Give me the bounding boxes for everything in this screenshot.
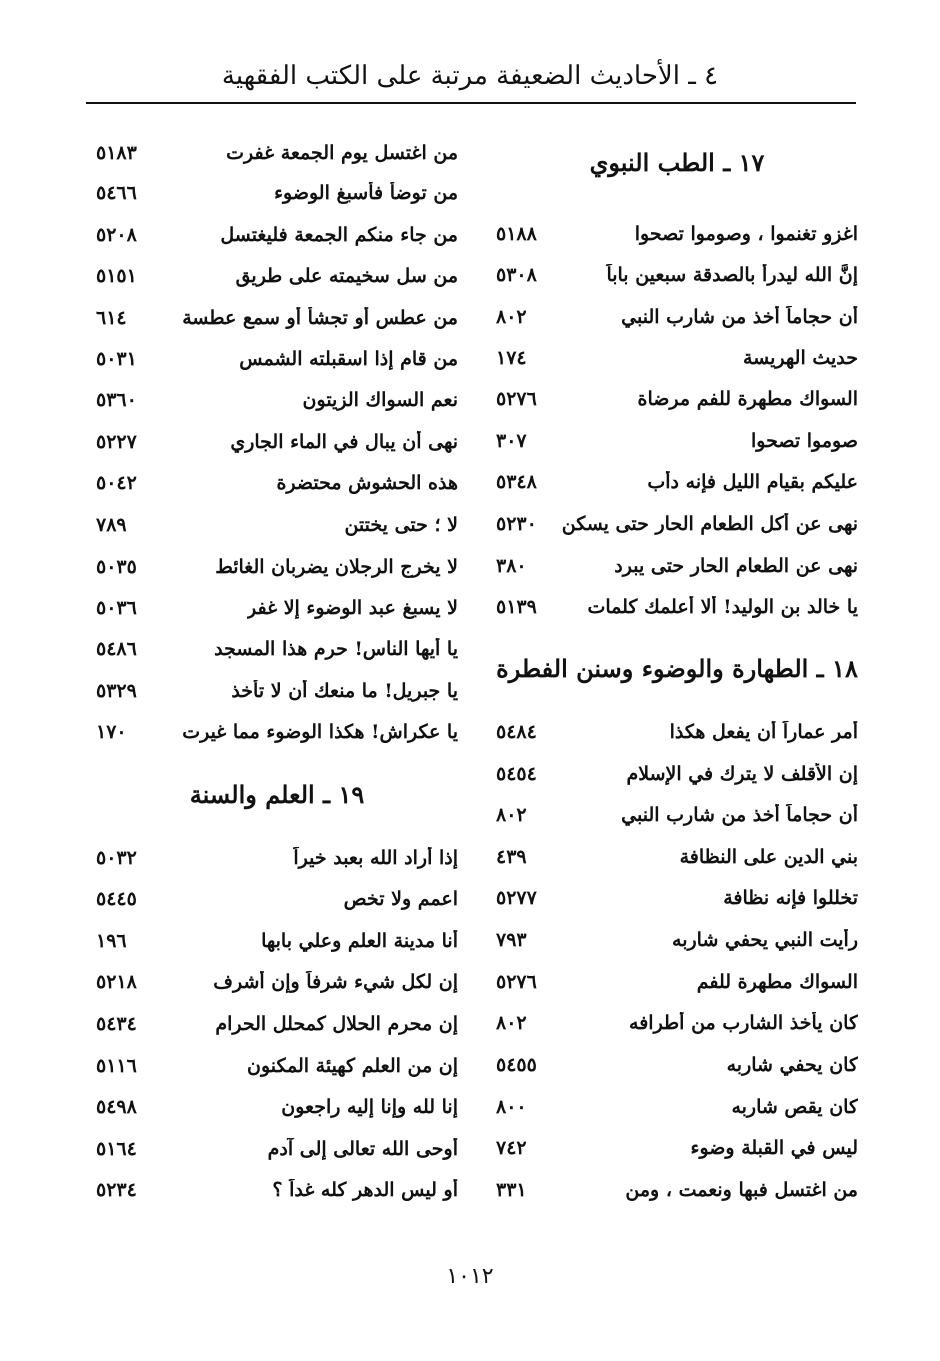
entry-text: نهى عن أكل الطعام الحار حتى يسكن — [561, 513, 858, 535]
list-item — [96, 424, 458, 460]
entry-number: ٥٠٣٢ — [96, 847, 137, 869]
entry-number: ٥٤٤٥ — [96, 888, 137, 910]
entry-number: ٥٢٧٦ — [496, 971, 537, 993]
entry-text: من اغتسل فبها ونعمت ، ومن — [625, 1179, 858, 1201]
entry-number: ٥٣٦٠ — [96, 389, 137, 411]
entry-number: ٥٠٣٦ — [96, 597, 137, 619]
entry-text: من قام إذا اسقبلته الشمس — [239, 348, 458, 370]
list-item — [96, 135, 458, 171]
entry-number: ٥٢٠٨ — [96, 224, 137, 246]
list-item — [496, 423, 858, 459]
entry-number: ٨٠٢ — [496, 1012, 527, 1034]
list-item — [496, 1089, 858, 1125]
list-item — [496, 381, 858, 417]
entry-text: أن حجاماً أخذ من شارب النبي — [621, 306, 858, 328]
entry-number: ٥٠٣١ — [96, 348, 137, 370]
entry-number: ٥٣٤٨ — [496, 471, 537, 493]
entry-text: يا أيها الناس! حرم هذا المسجد — [214, 638, 458, 660]
entry-number: ٥٤٥٤ — [496, 763, 537, 785]
entry-number: ٦١٤ — [96, 307, 127, 329]
entry-number: ١٧٠ — [96, 721, 127, 743]
list-item — [496, 1130, 858, 1166]
list-item — [96, 300, 458, 336]
list-item — [96, 507, 458, 543]
entry-number: ٥٢٢٧ — [96, 431, 137, 453]
entry-number: ٥١٨٣ — [96, 142, 137, 164]
entry-text: السواك مطهرة للفم مرضاة — [637, 388, 858, 410]
list-item — [496, 714, 858, 750]
entry-text: أوحى الله تعالى إلى آدم — [267, 1138, 458, 1160]
section-heading-19: ١٩ ـ العلم والسنة — [189, 780, 365, 809]
list-item — [496, 464, 858, 500]
entry-number: ٥٤٣٤ — [96, 1013, 137, 1035]
entry-text: من سل سخيمته على طريق — [235, 265, 458, 287]
list-item — [496, 1172, 858, 1208]
list-item — [96, 217, 458, 253]
list-item — [96, 1131, 458, 1167]
entry-text: رأيت النبي يحفي شاربه — [672, 929, 858, 951]
entry-number: ٣٠٧ — [496, 430, 527, 452]
list-item — [96, 549, 458, 585]
entry-number: ٨٠٠ — [496, 1096, 527, 1118]
entry-text: إن من العلم كهيئة المكنون — [246, 1055, 458, 1077]
entry-text: السواك مطهرة للفم — [696, 971, 858, 993]
list-item — [96, 1172, 458, 1208]
list-item — [496, 548, 858, 584]
list-item — [496, 589, 858, 625]
entry-number: ٤٣٩ — [496, 846, 527, 868]
page-header-title: ٤ ـ الأحاديث الضعيفة مرتبة على الكتب الفقهية — [221, 61, 719, 91]
header-divider — [86, 102, 856, 104]
entry-number: ٧٤٢ — [496, 1137, 527, 1159]
entry-text: من عطس أو تجشأ أو سمع عطسة — [182, 307, 458, 329]
entry-text: إن لكل شيء شرفاً وإن أشرف — [213, 971, 458, 993]
entry-number: ٥١١٦ — [96, 1055, 137, 1077]
entry-text: يا عكراش! هكذا الوضوء مما غيرت — [182, 721, 458, 743]
entry-text: لا يخرج الرجلان يضربان الغائط — [215, 556, 458, 578]
section-heading-17: ١٧ ـ الطب النبوي — [589, 148, 765, 177]
entry-number: ٥٤٨٤ — [496, 721, 537, 743]
entry-text: لا ؛ حتى يختتن — [344, 514, 458, 536]
entry-number: ٥٤٦٦ — [96, 182, 137, 204]
entry-text: أمر عماراً أن يفعل هكذا — [669, 721, 858, 743]
entry-number: ٥٢٣٤ — [96, 1179, 137, 1201]
entry-number: ٣٨٠ — [496, 555, 527, 577]
list-item — [496, 216, 858, 252]
entry-text: أن حجاماً أخذ من شارب النبي — [621, 804, 858, 826]
list-item — [96, 631, 458, 667]
entry-text: من اغتسل يوم الجمعة غفرت — [226, 142, 458, 164]
list-item — [496, 299, 858, 335]
entry-number: ٥٤٨٦ — [96, 638, 137, 660]
entry-text: يا جبريل! ما منعك أن لا تأخذ — [231, 680, 458, 702]
list-item — [96, 840, 458, 876]
entry-text: اغزو تغنموا ، وصوموا تصحوا — [634, 223, 858, 245]
entry-number: ٥٢٧٧ — [496, 887, 537, 909]
entry-number: ٧٩٣ — [496, 929, 527, 951]
entry-text: من توضأ فأسبغ الوضوء — [274, 182, 458, 204]
entry-number: ٥٤٥٥ — [496, 1054, 537, 1076]
entry-text: اعمم ولا تخص — [343, 888, 458, 910]
entry-text: عليكم بقيام الليل فإنه دأب — [647, 471, 858, 493]
entry-number: ٥١٣٩ — [496, 596, 537, 618]
entry-text: أنا مدينة العلم وعلي بابها — [261, 930, 458, 952]
list-item — [96, 465, 458, 501]
entry-number: ٥١٨٨ — [496, 223, 537, 245]
entry-text: إذا أراد الله بعبد خيراً — [293, 847, 458, 869]
list-item — [96, 175, 458, 211]
entry-text: لا يسبغ عبد الوضوء إلا غفر — [247, 597, 458, 619]
entry-number: ٥٣٢٩ — [96, 680, 137, 702]
entry-number: ٨٠٢ — [496, 306, 527, 328]
entry-text: كان يحفي شاربه — [726, 1054, 858, 1076]
entry-number: ١٩٦ — [96, 930, 127, 952]
list-item — [496, 797, 858, 833]
list-item — [496, 756, 858, 792]
entry-text: إنا لله وإنا إليه راجعون — [281, 1096, 458, 1118]
list-item — [96, 881, 458, 917]
entry-text: إن الأقلف لا يترك في الإسلام — [626, 763, 858, 785]
entry-text: ليس في القبلة وضوء — [690, 1137, 858, 1159]
list-item — [496, 964, 858, 1000]
list-item — [96, 1048, 458, 1084]
entry-number: ٥٢١٨ — [96, 971, 137, 993]
list-item — [496, 257, 858, 293]
entry-text: إن محرم الحلال كمحلل الحرام — [215, 1013, 458, 1035]
entry-text: نهى أن يبال في الماء الجاري — [230, 431, 458, 453]
entry-number: ٥٤٩٨ — [96, 1096, 137, 1118]
entry-number: ٣٣١ — [496, 1179, 527, 1201]
list-item — [96, 673, 458, 709]
list-item — [496, 340, 858, 376]
entry-text: كان يأخذ الشارب من أطرافه — [629, 1012, 858, 1034]
list-item — [96, 964, 458, 1000]
list-item — [496, 839, 858, 875]
list-item — [96, 258, 458, 294]
list-item — [96, 341, 458, 377]
list-item — [96, 1006, 458, 1042]
entry-text: بني الدين على النظافة — [679, 846, 858, 868]
list-item — [96, 714, 458, 750]
entry-text: يا خالد بن الوليد! ألا أعلمك كلمات — [587, 596, 858, 618]
list-item — [496, 880, 858, 916]
entry-text: حديث الهريسة — [742, 347, 858, 369]
entry-number: ٥١٦٤ — [96, 1138, 137, 1160]
entry-number: ٥٢٧٦ — [496, 388, 537, 410]
section-heading-18: ١٨ ـ الطهارة والوضوء وسنن الفطرة — [496, 654, 858, 683]
list-item — [96, 590, 458, 626]
page-number: ١٠١٢ — [446, 1264, 494, 1289]
list-item — [96, 382, 458, 418]
entry-text: صوموا تصحوا — [751, 430, 858, 452]
list-item — [96, 923, 458, 959]
list-item — [496, 1005, 858, 1041]
entry-text: تخللوا فإنه نظافة — [723, 887, 858, 909]
entry-number: ٨٠٢ — [496, 804, 527, 826]
entry-number: ٥١٥١ — [96, 265, 137, 287]
entry-text: إنَّ الله ليدرأ بالصدقة سبعين باباً — [606, 264, 858, 286]
entry-text: أو ليس الدهر كله غداً ؟ — [272, 1179, 458, 1201]
entry-number: ٧٨٩ — [96, 514, 127, 536]
entry-number: ٥٢٣٠ — [496, 513, 537, 535]
entry-text: نعم السواك الزيتون — [302, 389, 458, 411]
entry-text: هذه الحشوش محتضرة — [276, 472, 458, 494]
list-item — [496, 506, 858, 542]
entry-number: ١٧٤ — [496, 347, 527, 369]
entry-text: نهى عن الطعام الحار حتى يبرد — [614, 555, 858, 577]
list-item — [96, 1089, 458, 1125]
entry-number: ٥٣٠٨ — [496, 264, 537, 286]
entry-text: كان يقص شاربه — [731, 1096, 858, 1118]
entry-number: ٥٠٣٥ — [96, 556, 137, 578]
list-item — [496, 1047, 858, 1083]
entry-text: من جاء منكم الجمعة فليغتسل — [220, 224, 458, 246]
entry-number: ٥٠٤٢ — [96, 472, 137, 494]
list-item — [496, 922, 858, 958]
